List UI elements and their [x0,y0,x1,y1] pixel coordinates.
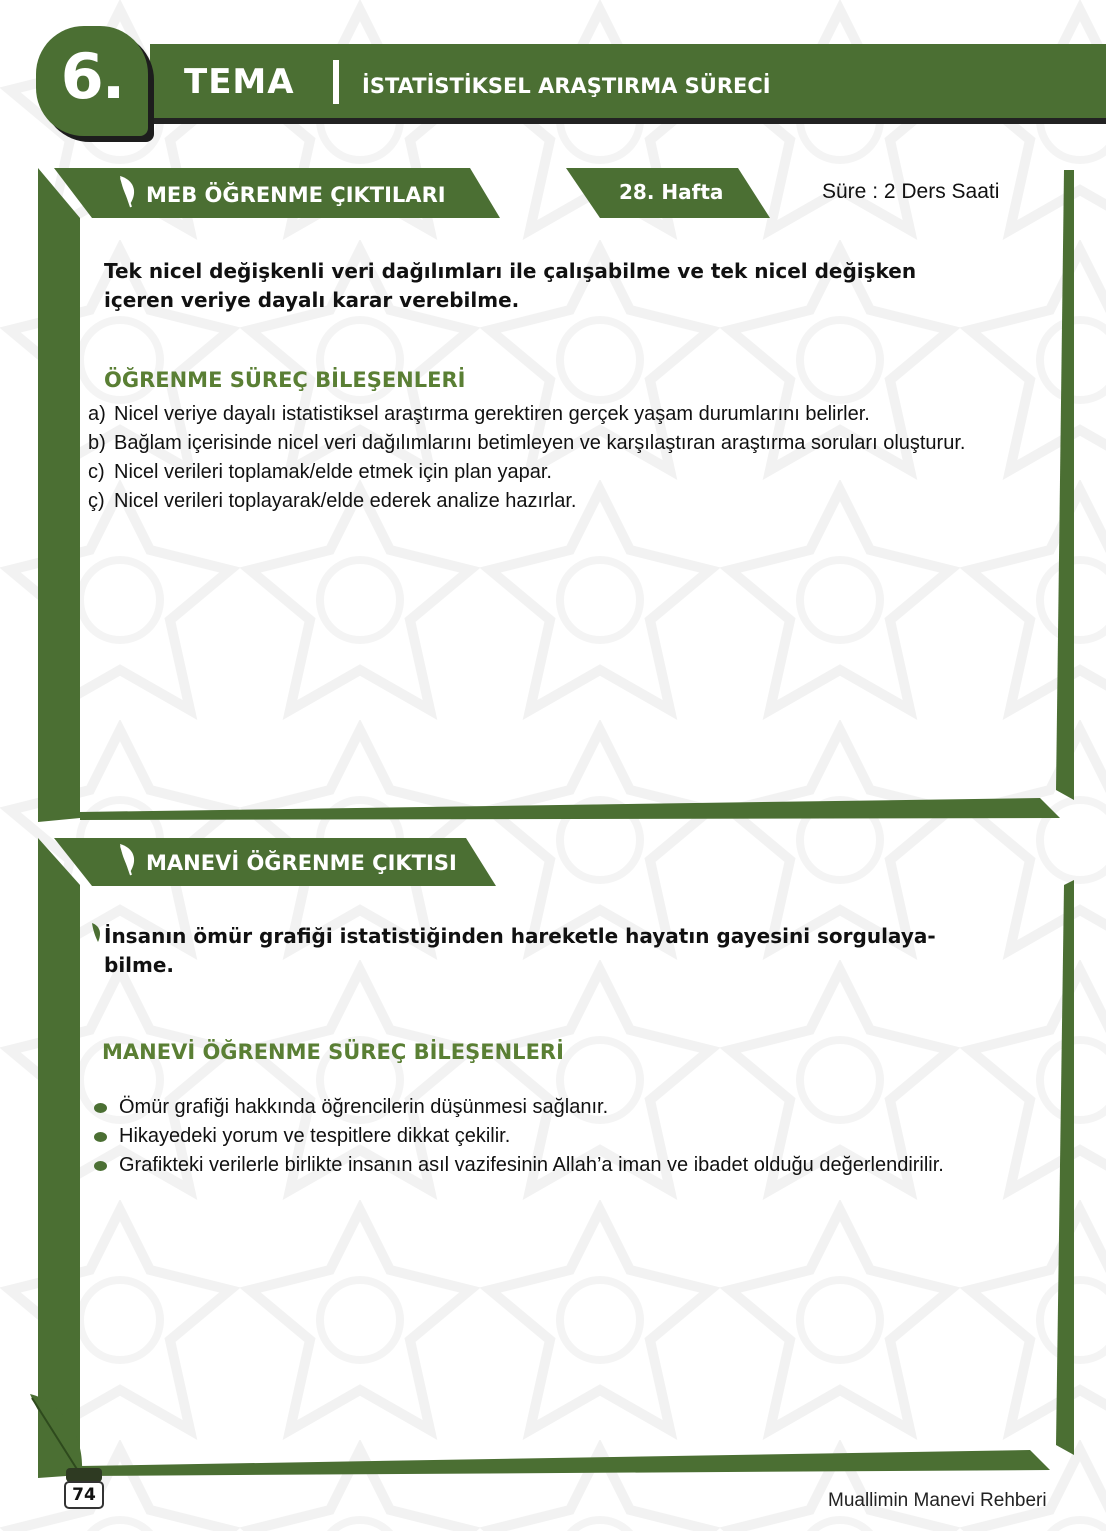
list-marker: c) [88,461,105,483]
meb-outcome-text [104,257,916,315]
manevi-process-heading: MANEVİ ÖĞRENME SÜREÇ BİLEŞENLERİ [102,1040,564,1064]
list-text: Grafikteki verilerle birlikte insanın asıl vazifesinin Allah’a iman ve ibadet olduğu değerlendirilir. [119,1154,944,1176]
manevi-outcome-line-1: İnsanın ömür grafiği istatistiğinden hareketle hayatın gayesini sorgulaya- [104,924,936,948]
list-item [88,400,965,429]
list-text: Nicel verileri toplayarak/elde ederek analize hazırlar. [114,490,577,512]
list-text: Nicel verileri toplamak/elde etmek için plan yapar. [114,461,552,483]
list-item [88,1122,944,1151]
list-item [88,429,965,458]
list-item [88,1151,944,1180]
manevi-process-list [88,1093,944,1180]
feather-icon [116,174,142,210]
bullet-icon [94,1161,107,1171]
quill-inkwell-icon [26,1390,106,1490]
theme-number-badge [36,26,148,136]
meb-outcome-line-1: Tek nicel değişkenli veri dağılımları ile çalışabilme ve tek nicel değişken [104,259,917,283]
list-marker: ç) [88,490,105,512]
week-label: 28. Hafta [619,180,724,204]
list-item [88,487,965,516]
feather-icon [90,922,104,944]
list-item [88,1093,944,1122]
list-text: Ömür grafiği hakkında öğrencilerin düşünmesi sağlanır. [119,1096,609,1118]
theme-word: TEMA [184,62,295,102]
duration-text: Süre : 2 Ders Saati [822,180,1000,203]
list-item [88,458,965,487]
manevi-outcome-tab-label: MANEVİ ÖĞRENME ÇIKTISI [146,851,457,875]
header-separator [333,60,339,104]
list-marker: b) [88,432,106,454]
bullet-icon [94,1103,107,1113]
manevi-outcome-line-2: bilme. [104,953,175,977]
process-components-heading: ÖĞRENME SÜREÇ BİLEŞENLERİ [104,368,466,392]
manevi-outcome-text [104,922,936,980]
list-marker: a) [88,403,106,425]
book-title: Muallimin Manevi Rehberi [828,1490,1047,1511]
feather-icon [116,842,142,878]
list-text: Nicel veriye dayalı istatistiksel araştırma gerektiren gerçek yaşam durumlarını belirler. [114,403,870,425]
theme-title: İSTATİSTİKSEL ARAŞTIRMA SÜRECİ [362,74,771,98]
header-bar-shadow [150,118,1106,124]
meb-outcomes-tab-label: MEB ÖĞRENME ÇIKTILARI [146,183,446,207]
process-components-list [88,400,965,516]
meb-outcome-line-2: içeren veriye dayalı karar verebilme. [104,288,520,312]
list-text: Hikayedeki yorum ve tespitlere dikkat çekilir. [119,1125,511,1147]
theme-number: 6. [60,40,124,113]
list-text: Bağlam içerisinde nicel veri dağılımlarını betimleyen ve karşılaştıran araştırma soruları oluşturur. [114,432,966,454]
page-number: 74 [64,1481,104,1509]
bullet-icon [94,1132,107,1142]
